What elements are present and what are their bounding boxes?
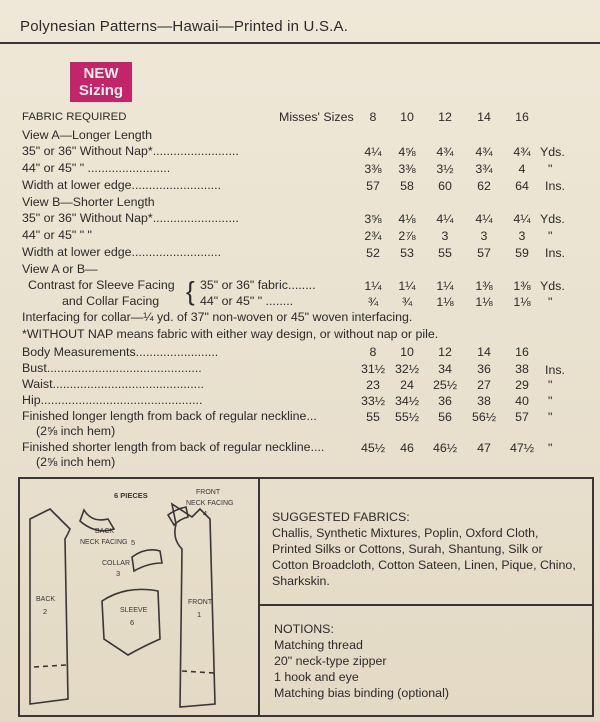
row-label: Width at lower edge.......................... [22,178,222,192]
measure-value: 47½ [509,441,535,455]
row-unit: " [548,295,553,309]
row-value: 4¼ [513,212,531,226]
suggested-fabrics-line: Challis, Synthetic Mixtures, Poplin, Oxford Cloth, [272,526,539,540]
front-neck-facing-label-1: FRONT [196,489,221,496]
collar-number: 3 [116,569,121,578]
measure-value: 38 [477,394,491,408]
row-value: 62 [477,179,491,193]
row-value: 3⅜ [398,162,416,176]
row-value: 4⅛ [398,212,416,226]
view-b-title: View B—Shorter Length [22,195,155,209]
header-rule [0,42,600,44]
collar-outline [132,550,162,571]
back-piece-outline [30,509,70,704]
back-neck-facing-label-1: BACK [95,528,115,535]
row-value: 3 [518,229,526,243]
measure-unit: " [548,441,553,455]
measure-value: 33½ [360,394,386,408]
body-size-10: 10 [400,345,414,359]
measure-value: 27 [477,378,491,392]
body-size-12: 12 [438,345,452,359]
front-neck-facing-outline [168,507,188,525]
front-label: FRONT [188,599,213,606]
hem-note: (2⅝ inch hem) [36,424,116,438]
row-value: 3⅝ [364,212,382,226]
measure-label: Waist............................................ [22,377,204,391]
measure-value: 25½ [432,378,458,392]
row-unit: Yds. [540,279,565,293]
row-value: 1¼ [364,279,382,293]
row-value: 55 [438,246,452,260]
size-14: 14 [477,110,491,124]
row-value: ¾ [401,295,413,309]
measure-label: Finished longer length from back of regular neckline... [22,409,317,423]
brace: { [186,276,195,306]
measure-label: Finished shorter length from back of regular neckline.... [22,440,325,454]
row-value: 1¼ [398,279,416,293]
row-value: 3 [480,229,488,243]
measure-value: 56 [438,410,452,424]
hem-note: (2⅝ inch hem) [36,455,116,469]
fabric-required-title: FABRIC REQUIRED [22,111,127,123]
row-value: 4¾ [513,145,531,159]
suggested-fabrics-title: SUGGESTED FABRICS: [272,510,410,524]
row-value: 4 [518,162,526,176]
measure-unit: " [548,394,553,408]
back-number: 2 [43,607,48,616]
measure-value: 34 [438,362,452,376]
row-value: 1⅛ [475,295,493,309]
row-label: 44" or 45" " ........................ [22,161,171,175]
sleeve-label: SLEEVE [120,607,148,614]
size-10: 10 [400,110,414,124]
measure-value: 38 [515,362,529,376]
notions-title: NOTIONS: [274,622,334,636]
measure-unit: " [548,378,553,392]
row-value: 1⅛ [436,295,454,309]
front-number: 1 [197,610,202,619]
measure-value: 32½ [394,362,420,376]
measure-value: 40 [515,394,529,408]
measure-value: 45½ [360,441,386,455]
row-value: 4¾ [436,145,454,159]
row-value: 4⅝ [398,145,416,159]
back-neck-facing-number: 5 [131,538,136,547]
pattern-pieces-diagram [20,479,258,715]
row-value: 59 [515,246,529,260]
row-value: 64 [515,179,529,193]
size-8: 8 [369,110,377,124]
row-value: 4¾ [475,145,493,159]
back-label: BACK [36,596,56,603]
contrast-option-2: 44" or 45" " ........ [200,294,294,308]
measure-value: 47 [477,441,491,455]
new-sizing-badge [70,62,132,102]
without-nap-note: *WITHOUT NAP means fabric with either way design, or without nap or pile. [22,327,439,341]
measure-value: 57 [515,410,529,424]
measure-label: Bust............................................. [22,361,202,375]
notions-line: 1 hook and eye [274,670,359,684]
row-value: 4¼ [364,145,382,159]
row-label: Width at lower edge.......................... [22,245,222,259]
row-value: 1⅜ [475,279,493,293]
measure-value: 36 [477,362,491,376]
measure-value: 46½ [432,441,458,455]
publisher-header: Polynesian Patterns—Hawaii—Printed in U.S.A. [20,18,349,35]
notions-line: Matching bias binding (optional) [274,686,449,700]
notions-divider [258,604,594,606]
measure-unit: Ins. [545,363,565,377]
measure-value: 36 [438,394,452,408]
row-label: 35" or 36" Without Nap*......................... [22,144,239,158]
measure-value: 24 [400,378,414,392]
measure-value: 46 [400,441,414,455]
collar-label: COLLAR [102,560,131,567]
row-value: 1⅜ [513,279,531,293]
row-value: 3 [441,229,449,243]
row-value: 3½ [436,162,454,176]
measure-value: 55½ [394,410,420,424]
measure-unit: " [548,410,553,424]
sleeve-number: 6 [130,618,135,627]
row-label: 44" or 45" " " [22,228,92,242]
suggested-fabrics-line: Cotton Broadcloth, Cotton Sateen, Linen, Pique, Chino, [272,558,576,572]
body-size-14: 14 [477,345,491,359]
size-16: 16 [515,110,529,124]
measure-value: 55 [366,410,380,424]
front-neck-facing-number: 4 [203,509,208,518]
row-value: 58 [400,179,414,193]
column-divider [258,477,260,717]
row-unit: " [548,162,553,176]
row-value: 57 [366,179,380,193]
notions-line: Matching thread [274,638,363,652]
suggested-fabrics-line: Printed Silks or Cottons, Surah, Shantung, Silk or [272,542,543,556]
row-unit: " [548,229,553,243]
body-measurements-label: Body Measurements........................ [22,345,219,359]
row-unit: Yds. [540,145,565,159]
contrast-option-1: 35" or 36" fabric........ [200,278,316,292]
row-value: 3¾ [475,162,493,176]
badge-line-1: NEW [83,65,119,82]
row-value: 2¾ [364,229,382,243]
row-value: 53 [400,246,414,260]
badge-line-2: Sizing [78,82,124,99]
front-neck-facing-label-2: NECK FACING [186,500,234,507]
contrast-label-2: and Collar Facing [62,294,160,308]
view-ab-title: View A or B— [22,262,98,276]
view-a-title: View A—Longer Length [22,128,152,142]
measure-value: 31½ [360,362,386,376]
measure-value: 23 [366,378,380,392]
body-size-16: 16 [515,345,529,359]
suggested-fabrics-line: Sharkskin. [272,574,330,588]
row-value: 4¼ [436,212,454,226]
back-hemline [34,665,66,667]
contrast-label-1: Contrast for Sleeve Facing [28,278,175,292]
row-unit: Ins. [545,246,565,260]
measure-label: Hip............................................... [22,393,203,407]
row-unit: Yds. [540,212,565,226]
row-value: 57 [477,246,491,260]
row-value: 1¼ [436,279,454,293]
measure-value: 56½ [471,410,497,424]
size-12: 12 [438,110,452,124]
row-value: 4¼ [475,212,493,226]
row-value: 60 [438,179,452,193]
row-unit: Ins. [545,179,565,193]
measure-value: 29 [515,378,529,392]
misses-sizes-label: Misses' Sizes [279,110,354,124]
measure-value: 34½ [394,394,420,408]
interfacing-note: Interfacing for collar—¼ yd. of 37" non-woven or 45" woven interfacing. [22,310,413,324]
notions-line: 20" neck-type zipper [274,654,387,668]
row-value: 3⅜ [364,162,382,176]
row-value: 2⅞ [398,229,416,243]
row-value: 52 [366,246,380,260]
body-size-8: 8 [369,345,377,359]
row-value: 1⅛ [513,295,531,309]
row-label: 35" or 36" Without Nap*......................... [22,211,239,225]
back-neck-facing-label-2: NECK FACING [80,539,128,546]
pieces-count: 6 PIECES [114,491,148,500]
front-hemline [182,671,214,673]
row-value: ¾ [367,295,379,309]
